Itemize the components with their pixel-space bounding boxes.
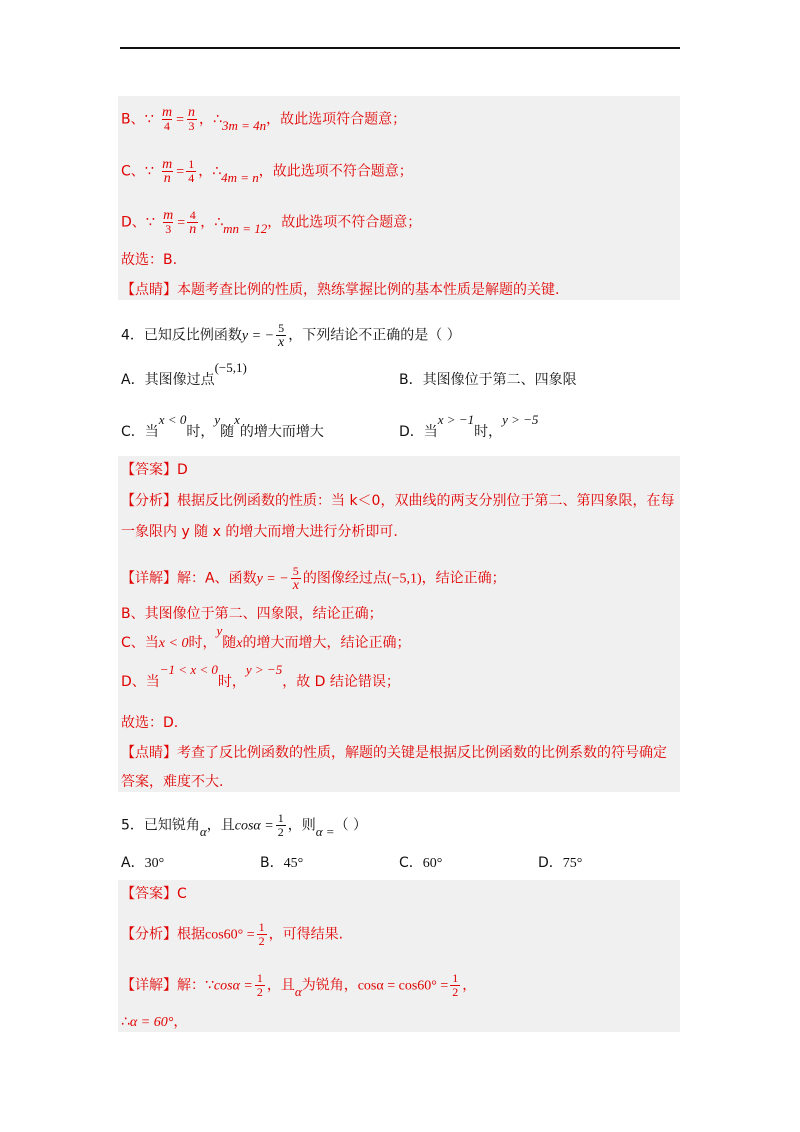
q5-analysis: 【分析】根据cos60° = $\frac{1}{2}$ ，可得结果. bbox=[121, 920, 344, 948]
q4-option-b: B．其图像位于第二、四象限 bbox=[399, 372, 577, 388]
prev-choice: 故选：B. bbox=[121, 252, 178, 268]
q4-analysis-1: 【分析】根据反比例函数的性质：当 k＜0，双曲线的两支分别位于第二、第四象限，在每 bbox=[121, 493, 675, 509]
q5-detail: 【详解】解：∵cosα = $\frac{1}{2}$ ，且α为锐角，cosα = cos60° = $\frac{1}{2}$ ， bbox=[121, 971, 477, 999]
q5-option-c: C．60° bbox=[399, 855, 443, 871]
q4-comment-1: 【点睛】考查了反比例函数的性质，解题的关键是根据反比例函数的比例系数的符号确定 bbox=[121, 745, 667, 761]
q4-comment-2: 答案，难度不大. bbox=[121, 774, 224, 790]
q4-detail-c: C、当x < 0时，y随x的增大而增大，结论正确； bbox=[121, 623, 411, 651]
q4-analysis-2: 一象限内 y 随 x 的增大而增大进行分析即可. bbox=[121, 524, 398, 540]
q4-choice: 故选：D. bbox=[121, 715, 179, 731]
solution-block-q5 bbox=[118, 880, 680, 1032]
q4-stem: 4．已知反比例函数y = − $\frac{5}{x}$ ，下列结论不正确的是（ ） bbox=[121, 321, 461, 350]
prev-line-d: D、∵ $\frac{m}{3}$ = $\frac{4}{n}$ ，∴mn = 12，故此选项不符合题意； bbox=[121, 208, 422, 237]
q5-option-a: A．30° bbox=[121, 855, 165, 871]
q5-option-b: B．45° bbox=[260, 855, 304, 871]
q4-option-a: A．其图像过点(−5,1) bbox=[121, 360, 247, 388]
prev-line-c: C、∵ $\frac{m}{n}$ = $\frac{1}{4}$ ，∴4m = n，故此选项不符合题意； bbox=[121, 157, 413, 186]
prev-comment: 【点睛】本题考查比例的性质，熟练掌握比例的基本性质是解题的关键. bbox=[121, 282, 560, 298]
q5-conclusion: ∴α = 60°， bbox=[121, 1014, 188, 1030]
q4-option-d: D．当x > −1时，y > −5 bbox=[399, 412, 539, 440]
q4-detail-d: D、当−1 < x < 0时，y > −5，故 D 结论错误； bbox=[121, 662, 400, 690]
q4-option-c: C．当x < 0时，y随x的增大而增大 bbox=[121, 412, 324, 440]
q4-detail-b: B、其图像位于第二、四象限，结论正确； bbox=[121, 606, 383, 622]
prev-line-b: B、∵ $\frac{m}{4}$ = $\frac{n}{3}$ ，∴3m = 4n，故此选项符合题意； bbox=[121, 105, 407, 133]
q5-stem: 5．已知锐角α，且cosα = $\frac{1}{2}$ ，则α =（ ） bbox=[121, 811, 368, 839]
q4-detail-a: 【详解】解：A、函数y = − $\frac{5}{x}$ 的图像经过点(−5,1)，结论正确； bbox=[121, 564, 506, 593]
q4-answer: 【答案】D bbox=[121, 462, 188, 478]
header-rule bbox=[120, 47, 680, 49]
q5-option-d: D．75° bbox=[538, 855, 583, 871]
q5-answer: 【答案】C bbox=[121, 886, 187, 902]
